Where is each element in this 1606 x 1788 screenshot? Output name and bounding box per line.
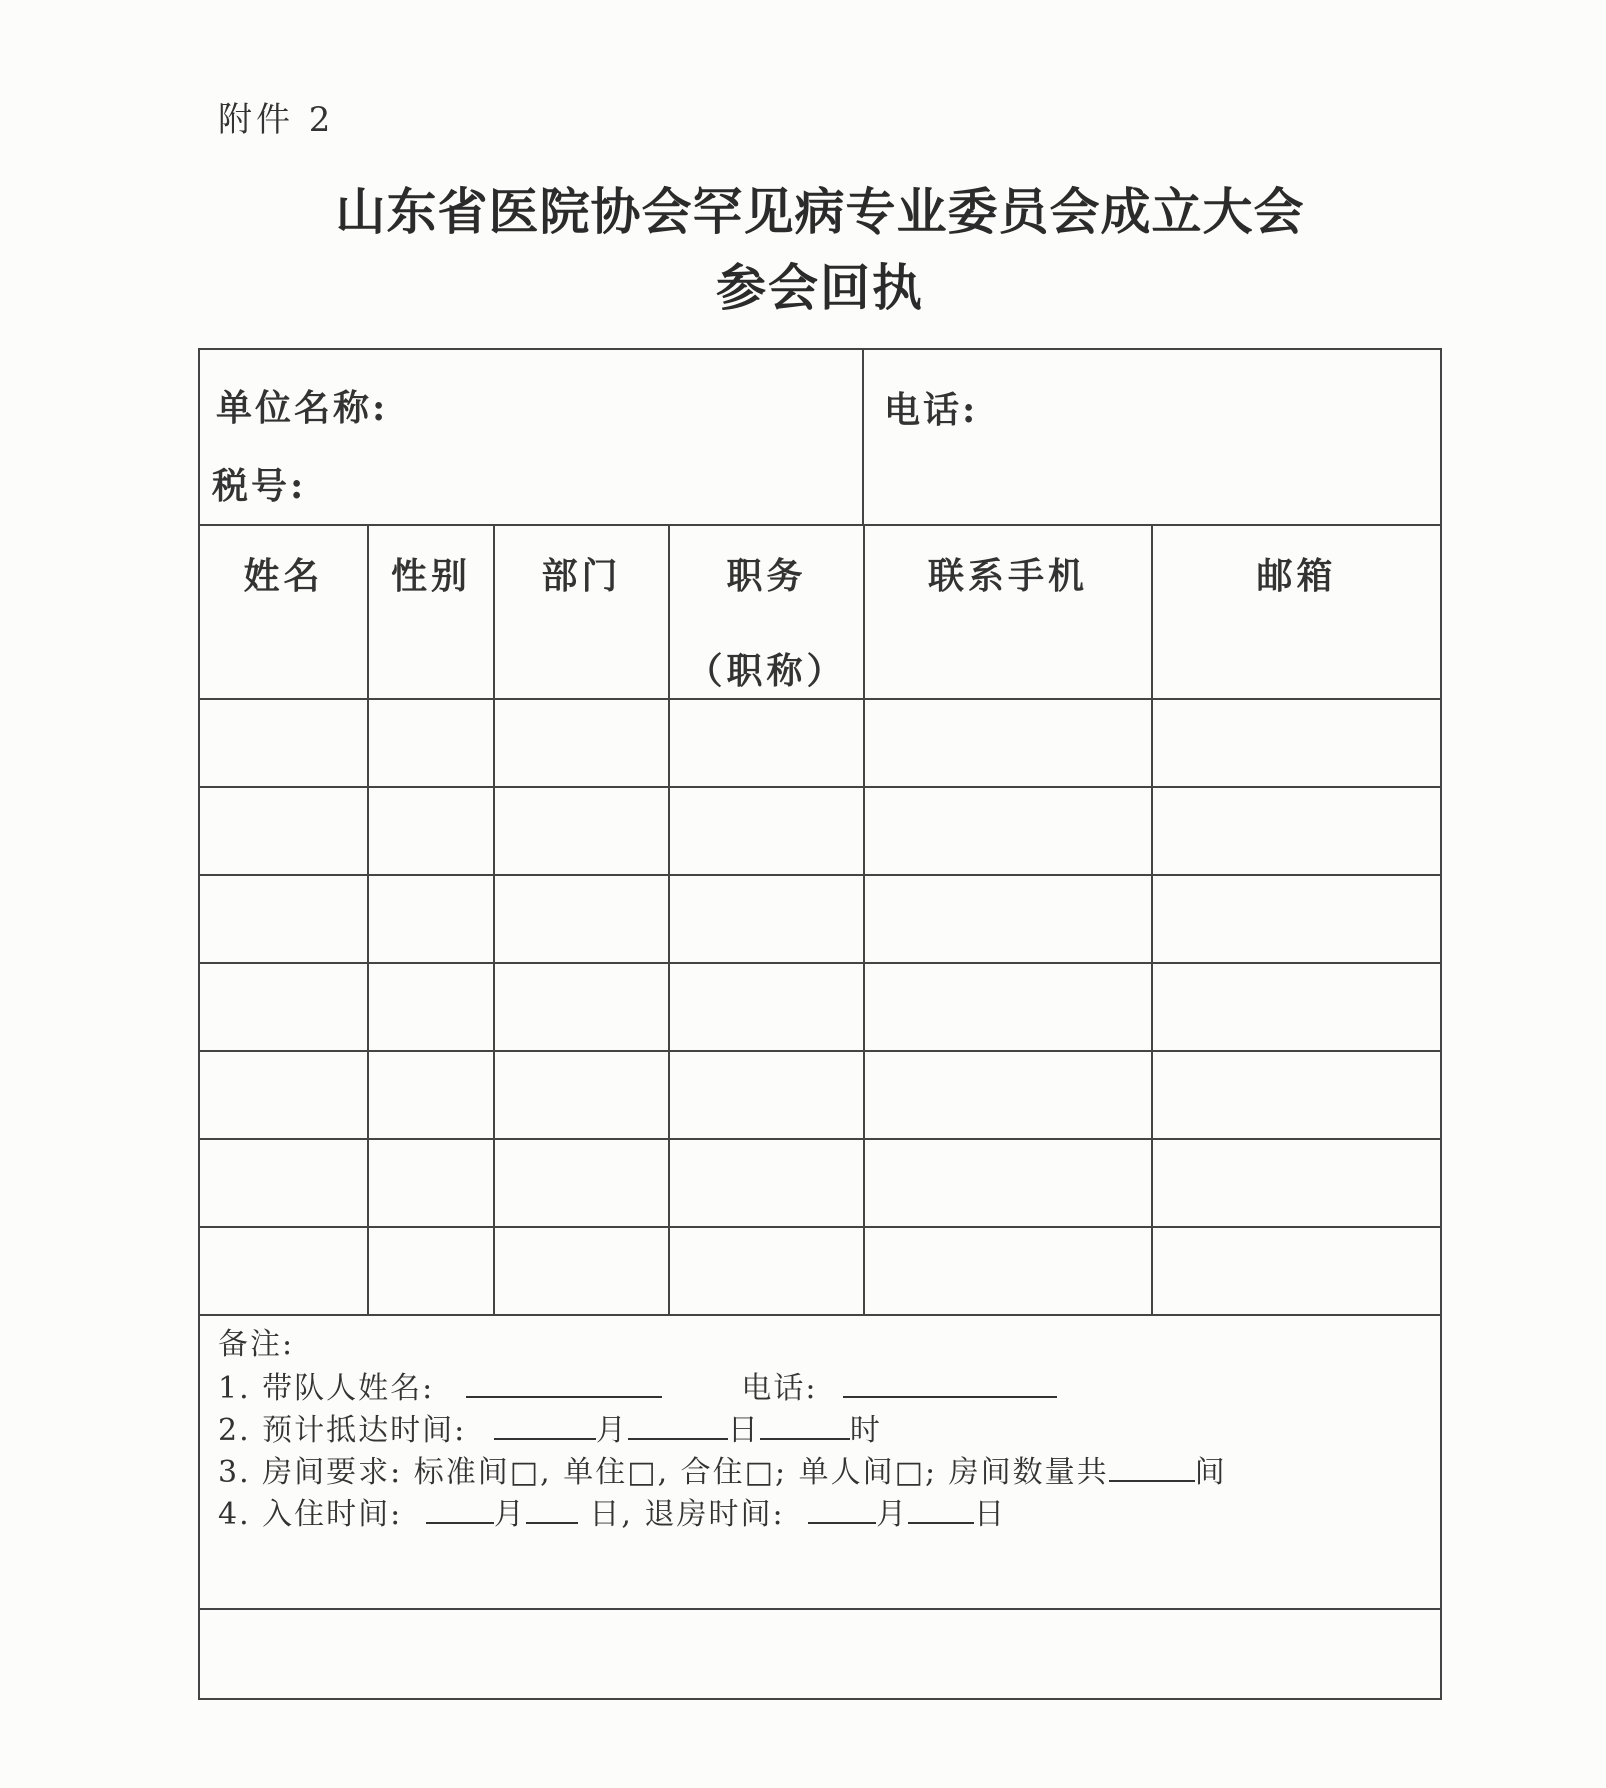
form-title: 山东省医院协会罕见病专业委员会成立大会	[335, 182, 1305, 241]
checkout-label: 日, 退房时间:	[589, 1497, 785, 1532]
table-row	[200, 699, 1440, 787]
room-count-blank[interactable]	[1109, 1450, 1195, 1482]
table-cell[interactable]	[200, 1051, 368, 1139]
col-position-header	[669, 526, 864, 699]
col-mobile-header	[864, 526, 1152, 699]
table-cell[interactable]	[368, 787, 494, 875]
col-email-label: 邮箱	[1256, 555, 1337, 597]
notes-line-1	[218, 1366, 1440, 1408]
arrival-month-label: 月	[595, 1413, 628, 1448]
table-cell[interactable]	[200, 699, 368, 787]
arrival-month-blank[interactable]	[494, 1408, 596, 1440]
checkout-month-label: 月	[876, 1497, 909, 1532]
table-cell[interactable]	[368, 1227, 494, 1315]
table-cell[interactable]	[669, 963, 864, 1051]
table-cell[interactable]	[494, 787, 669, 875]
table-cell[interactable]	[669, 1051, 864, 1139]
col-name-header	[200, 526, 368, 699]
table-cell[interactable]	[1152, 1227, 1440, 1315]
col-mobile-label: 联系手机	[927, 555, 1088, 597]
arrival-time-label: 2. 预计抵达时间:	[218, 1413, 467, 1448]
table-header-row	[200, 526, 1440, 699]
table-cell[interactable]	[368, 963, 494, 1051]
table-cell[interactable]	[669, 787, 864, 875]
leader-phone-blank[interactable]	[843, 1366, 1057, 1398]
table-row	[200, 1051, 1440, 1139]
table-row	[200, 963, 1440, 1051]
notes-section	[200, 1316, 1440, 1608]
table-cell[interactable]	[864, 963, 1152, 1051]
table-cell[interactable]	[1152, 963, 1440, 1051]
table-row	[200, 787, 1440, 875]
tax-id-label: 税号:	[212, 465, 307, 507]
table-cell[interactable]	[864, 699, 1152, 787]
notes-heading: 备注:	[218, 1327, 295, 1362]
checkin-month-blank[interactable]	[426, 1492, 494, 1524]
table-cell[interactable]	[200, 1139, 368, 1227]
notes-line-2	[218, 1408, 1440, 1450]
table-cell[interactable]	[669, 1139, 864, 1227]
table-cell[interactable]	[200, 875, 368, 963]
table-cell[interactable]	[368, 1051, 494, 1139]
phone-label: 电话:	[884, 389, 979, 431]
arrival-hour-label: 时	[849, 1413, 882, 1448]
col-dept-label: 部门	[541, 555, 622, 597]
table-cell[interactable]	[1152, 699, 1440, 787]
checkout-day-blank[interactable]	[908, 1492, 974, 1524]
form-subtitle: 参会回执	[716, 258, 924, 317]
table-cell[interactable]	[864, 1051, 1152, 1139]
col-position-sub-label: （职称）	[686, 650, 847, 692]
registration-form	[198, 348, 1442, 1700]
table-cell[interactable]	[669, 699, 864, 787]
table-cell[interactable]	[864, 1227, 1152, 1315]
table-cell[interactable]	[494, 1051, 669, 1139]
room-count-unit: 间	[1194, 1455, 1227, 1490]
phone-cell[interactable]	[864, 350, 1440, 524]
table-cell[interactable]	[494, 1227, 669, 1315]
table-cell[interactable]	[200, 1227, 368, 1315]
col-gender-header	[368, 526, 494, 699]
table-row	[200, 875, 1440, 963]
table-cell[interactable]	[200, 963, 368, 1051]
checkin-day-blank[interactable]	[526, 1492, 578, 1524]
table-cell[interactable]	[494, 1139, 669, 1227]
table-cell[interactable]	[200, 787, 368, 875]
checkout-day-label: 日	[974, 1497, 1007, 1532]
table-cell[interactable]	[1152, 1139, 1440, 1227]
room-requirement-label: 3. 房间要求: 标准间□, 单住□, 合住□; 单人间□; 房间数量共	[218, 1455, 1109, 1490]
table-row	[200, 1227, 1440, 1315]
org-info-row	[200, 350, 1440, 526]
notes-line-3	[218, 1450, 1440, 1492]
attendee-table	[200, 526, 1440, 1316]
attachment-label: 附件 2	[218, 100, 335, 140]
table-cell[interactable]	[494, 699, 669, 787]
col-position-label: 职务	[726, 555, 807, 597]
leader-name-label: 1. 带队人姓名:	[218, 1371, 435, 1406]
table-cell[interactable]	[494, 875, 669, 963]
extra-blank-row[interactable]	[200, 1608, 1440, 1698]
org-info-cell[interactable]	[200, 350, 864, 524]
table-cell[interactable]	[368, 699, 494, 787]
leader-phone-label: 电话:	[741, 1371, 818, 1406]
leader-name-blank[interactable]	[466, 1366, 662, 1398]
table-cell[interactable]	[669, 875, 864, 963]
table-cell[interactable]	[494, 963, 669, 1051]
arrival-day-label: 日	[727, 1413, 760, 1448]
table-cell[interactable]	[864, 787, 1152, 875]
table-cell[interactable]	[669, 1227, 864, 1315]
col-name-label: 姓名	[243, 555, 324, 597]
checkin-label: 4. 入住时间:	[218, 1497, 403, 1532]
checkout-month-blank[interactable]	[808, 1492, 876, 1524]
table-cell[interactable]	[1152, 1051, 1440, 1139]
table-row	[200, 1139, 1440, 1227]
table-cell[interactable]	[368, 1139, 494, 1227]
notes-line-4	[218, 1492, 1440, 1534]
col-dept-header	[494, 526, 669, 699]
table-cell[interactable]	[368, 875, 494, 963]
table-cell[interactable]	[864, 1139, 1152, 1227]
unit-name-label: 单位名称:	[216, 387, 389, 429]
table-cell[interactable]	[1152, 787, 1440, 875]
col-gender-label: 性别	[390, 555, 471, 597]
checkin-month-label: 月	[493, 1497, 526, 1532]
col-email-header	[1152, 526, 1440, 699]
table-cell[interactable]	[1152, 875, 1440, 963]
arrival-day-blank[interactable]	[628, 1408, 728, 1440]
arrival-hour-blank[interactable]	[760, 1408, 850, 1440]
table-cell[interactable]	[864, 875, 1152, 963]
